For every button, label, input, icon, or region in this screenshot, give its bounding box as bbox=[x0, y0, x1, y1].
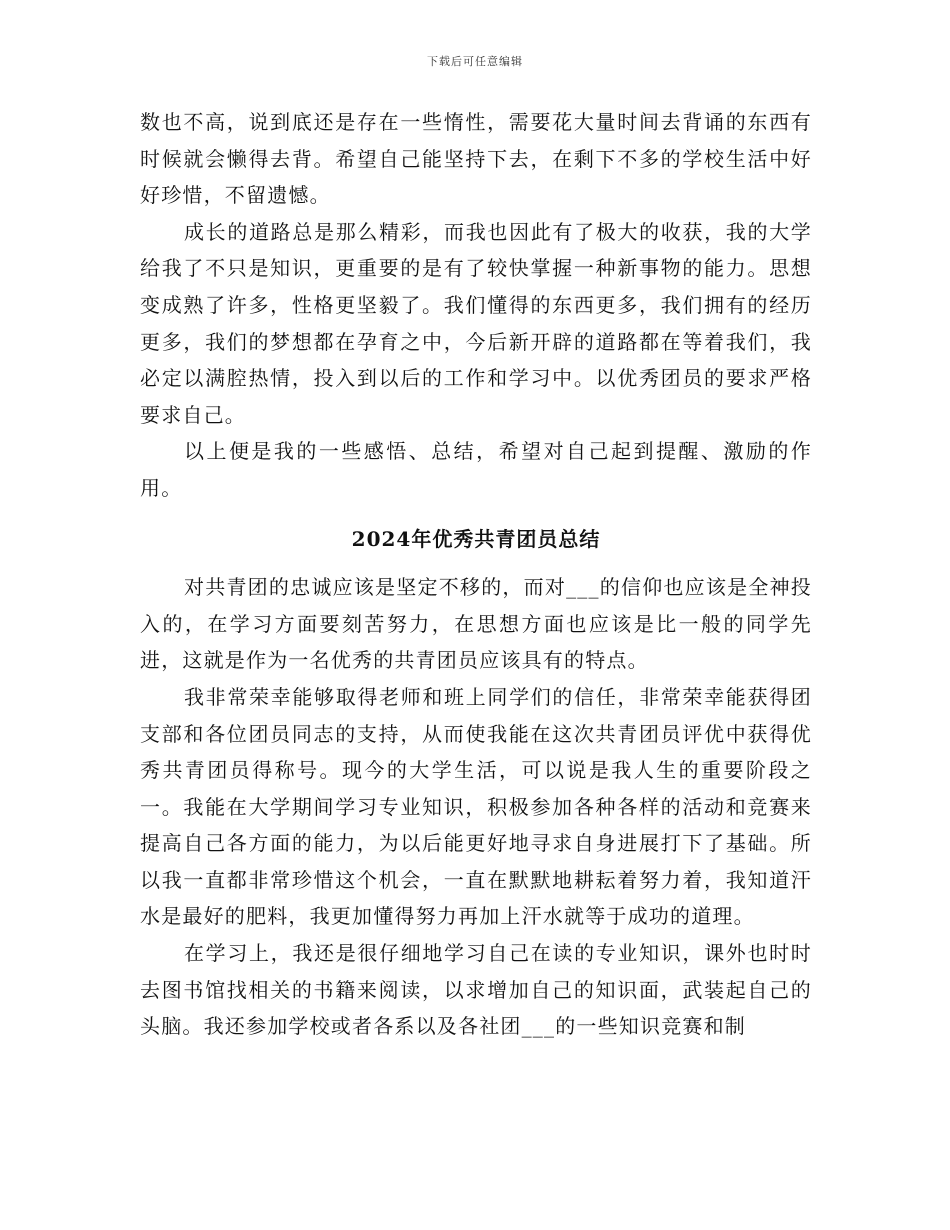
paragraph: 成长的道路总是那么精彩，而我也因此有了极大的收获，我的大学给我了不只是知识，更重要的是有了较快掌握一种新事物的能力。思想变成熟了许多，性格更坚毅了。我们懂得的东西更多，我们拥有的经历更多，我们的梦想都在孕育之中，今后新开辟的道路都在等着我们，我必定以满腔热情，投入到以后的工作和学习中。以优秀团员的要求严格要求自己。 bbox=[140, 219, 812, 427]
section-title: 2024年优秀共青团员总结 bbox=[351, 526, 601, 551]
paragraph-continuation: 数也不高，说到底还是存在一些惰性，需要花大量时间去背诵的东西有时候就会懒得去背。希望自己能坚持下去，在剩下不多的学校生活中好好珍惜，不留遗憾。 bbox=[140, 110, 812, 208]
page-header: 下载后可任意编辑 bbox=[427, 55, 523, 68]
paragraph: 对共青团的忠诚应该是坚定不移的，而对___的信仰也应该是全神投入的，在学习方面要刻苦努力，在思想方面也应该是比一般的同学先进，这就是作为一名优秀的共青团员应该具有的特点。 bbox=[140, 575, 812, 673]
paragraph: 我非常荣幸能够取得老师和班上同学们的信任，非常荣幸能获得团支部和各位团员同志的支持，从而使我能在这次共青团员评优中获得优秀共青团员得称号。现今的大学生活，可以说是我人生的重要阶段之一。我能在大学期间学习专业知识，积极参加各种各样的活动和竞赛来提高自己各方面的能力，为以后能更好地寻求自身进展打下了基础。所以我一直都非常珍惜这个机会，一直在默默地耕耘着努力着，我知道汗水是最好的肥料，我更加懂得努力再加上汗水就等于成功的道理。 bbox=[140, 684, 812, 929]
paragraph: 在学习上，我还是很仔细地学习自己在读的专业知识，课外也时时去图书馆找相关的书籍来阅读，以求增加自己的知识面，武装起自己的头脑。我还参加学校或者各系以及各社团___的一些知识竞赛和制 bbox=[140, 941, 812, 1039]
paragraph: 以上便是我的一些感悟、总结，希望对自己起到提醒、激励的作用。 bbox=[140, 439, 812, 500]
document-body bbox=[140, 104, 812, 1045]
